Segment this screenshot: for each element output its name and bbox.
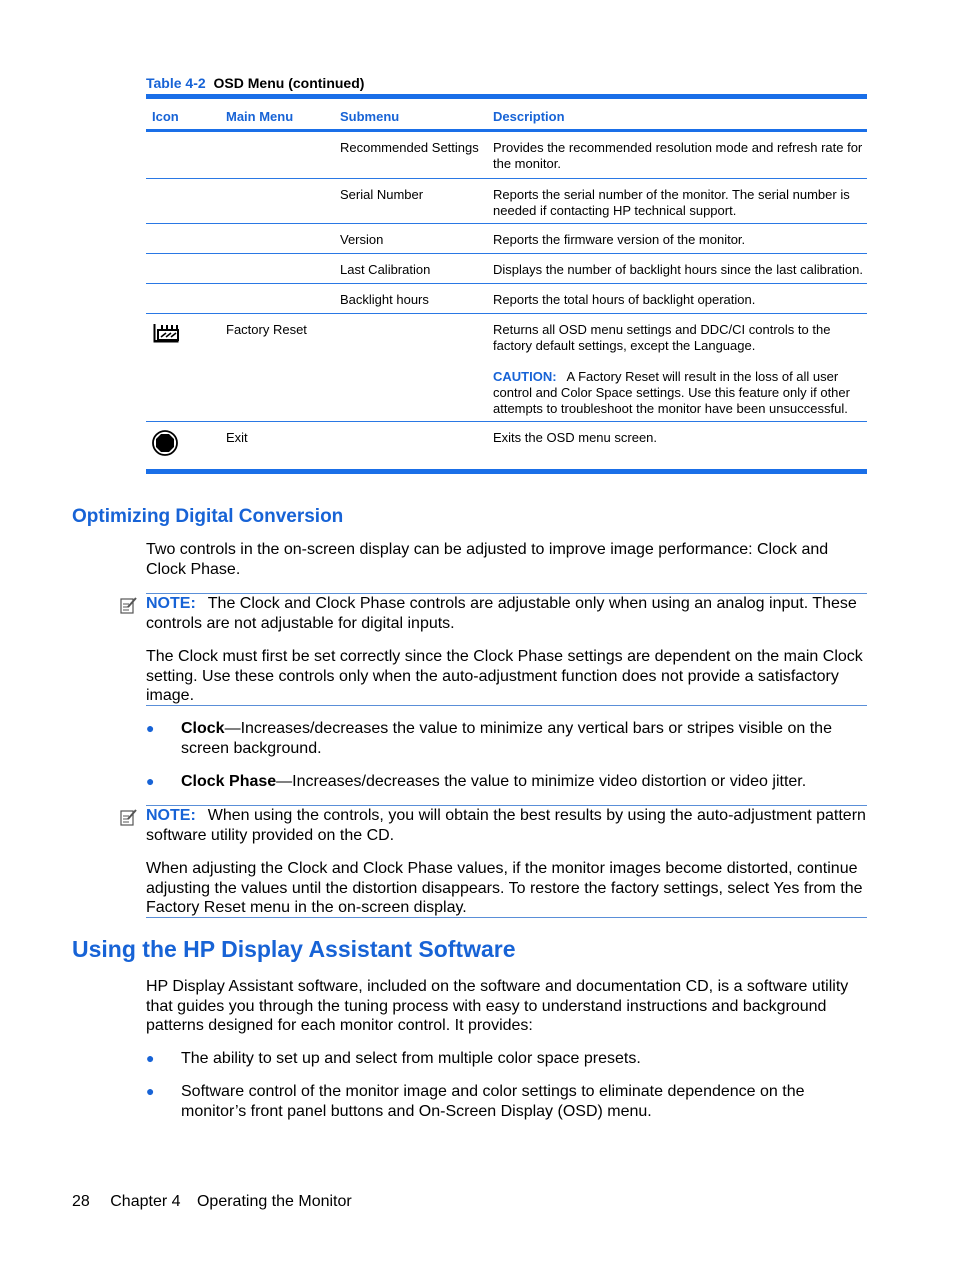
list-item-text: [181, 719, 868, 758]
table-number: Table 4-2: [146, 75, 206, 91]
section-heading-display-assistant: Using the HP Display Assistant Software: [72, 936, 516, 962]
note-rule-bottom: [146, 705, 867, 706]
description-cell: Reports the serial number of the monitor. The serial number is needed if contacting HP technical support.: [493, 187, 850, 218]
clock-paragraph: The Clock must first be set correctly since the Clock Phase settings are dependent on the main Clock setting. Use these controls only when the auto-adjustment function does not provide a satisfactory image.: [146, 648, 863, 704]
note-paragraph: [146, 806, 868, 845]
submenu-cell: Serial Number: [340, 187, 424, 202]
header-submenu: Submenu: [340, 109, 400, 124]
bullet-icon: ●: [146, 1083, 155, 1099]
list-item-text: [181, 772, 868, 792]
table-caption: [146, 75, 364, 91]
table-row: [146, 422, 867, 474]
list-item-text: The ability to set up and select from multiple color space presets.: [181, 1050, 641, 1067]
chapter-title: Operating the Monitor: [196, 1193, 352, 1210]
table-title: OSD Menu (continued): [213, 75, 365, 91]
exit-icon: [152, 430, 178, 460]
note-text: When using the controls, you will obtain the best results by using the auto-adjustment pattern software utility provided on the CD.: [146, 807, 866, 844]
table-row: [146, 314, 867, 422]
description-text: Returns all OSD menu settings and DDC/CI controls to the factory default settings, except the Language.: [493, 322, 831, 353]
adjusting-paragraph: When adjusting the Clock and Clock Phase values, if the monitor images become distorted, continue adjusting the values until the distortion disappears. To restore the factory settings, select Yes from the Factory Reset menu in the on-screen display.: [146, 860, 863, 916]
submenu-cell: Version: [340, 232, 384, 247]
list-item-description: —Increases/decreases the value to minimize video distortion or video jitter.: [276, 773, 807, 790]
intro-paragraph: HP Display Assistant software, included on the software and documentation CD, is a software utility that guides you through the tuning process with easy to understand instructions and background patterns designed for each monitor control. It provides:: [146, 978, 849, 1034]
bullet-icon: ●: [146, 720, 155, 736]
header-main-menu: Main Menu: [226, 109, 294, 124]
note-label: NOTE:: [146, 595, 196, 612]
list-item-description: —Increases/decreases the value to minimize any vertical bars or stripes visible on the screen background.: [181, 720, 832, 757]
table-row: [146, 132, 867, 179]
caution-text: A Factory Reset will result in the loss of all user control and Color Space settings. Use this feature only if other attempts to troubleshoot the monitor have been unsuccessful.: [493, 369, 850, 416]
caution-block: [493, 369, 863, 417]
list-item-text: Software control of the monitor image and color settings to eliminate dependence on the monitor’s front panel buttons and On-Screen Display (OSD) menu.: [181, 1083, 805, 1120]
description-cell: Exits the OSD menu screen.: [493, 430, 658, 445]
main-menu-cell: Factory Reset: [226, 322, 307, 337]
main-menu-cell: Exit: [226, 430, 248, 445]
note-icon: [120, 808, 138, 831]
header-icon: Icon: [152, 109, 179, 124]
table-row: [146, 179, 867, 224]
note-text: The Clock and Clock Phase controls are adjustable only when using an analog input. These controls are not adjustable for digital inputs.: [146, 595, 857, 632]
note-paragraph: [146, 594, 868, 633]
page-number: 28: [72, 1193, 90, 1210]
bullet-icon: ●: [146, 773, 155, 789]
submenu-cell: Backlight hours: [340, 292, 429, 307]
chapter-label: Chapter 4: [110, 1193, 181, 1210]
note-label: NOTE:: [146, 807, 196, 824]
factory-reset-icon: [152, 322, 180, 348]
table-header: [146, 94, 867, 132]
note-icon: [120, 596, 138, 619]
description-cell: Reports the total hours of backlight operation.: [493, 292, 756, 307]
header-description: Description: [493, 109, 565, 124]
intro-paragraph: Two controls in the on-screen display can be adjusted to improve image performance: Clock and Clock Phase.: [146, 541, 829, 578]
section-heading-optimizing: Optimizing Digital Conversion: [72, 506, 344, 527]
submenu-cell: Recommended Settings: [340, 140, 479, 155]
description-cell: Reports the firmware version of the monitor.: [493, 232, 746, 247]
list-item-term: Clock: [181, 720, 225, 737]
table-row: [146, 254, 867, 284]
osd-menu-table: [146, 94, 867, 474]
bullet-icon: ●: [146, 1050, 155, 1066]
description-cell: [493, 322, 863, 417]
table-row: [146, 284, 867, 314]
submenu-cell: Last Calibration: [340, 262, 431, 277]
list-item-term: Clock Phase: [181, 773, 277, 790]
table-row: [146, 224, 867, 254]
note-rule-bottom: [146, 917, 867, 918]
page-footer: [72, 1193, 368, 1211]
description-cell: Provides the recommended resolution mode and refresh rate for the monitor.: [493, 140, 863, 171]
caution-label: CAUTION:: [493, 369, 557, 384]
description-cell: Displays the number of backlight hours since the last calibration.: [493, 262, 863, 277]
